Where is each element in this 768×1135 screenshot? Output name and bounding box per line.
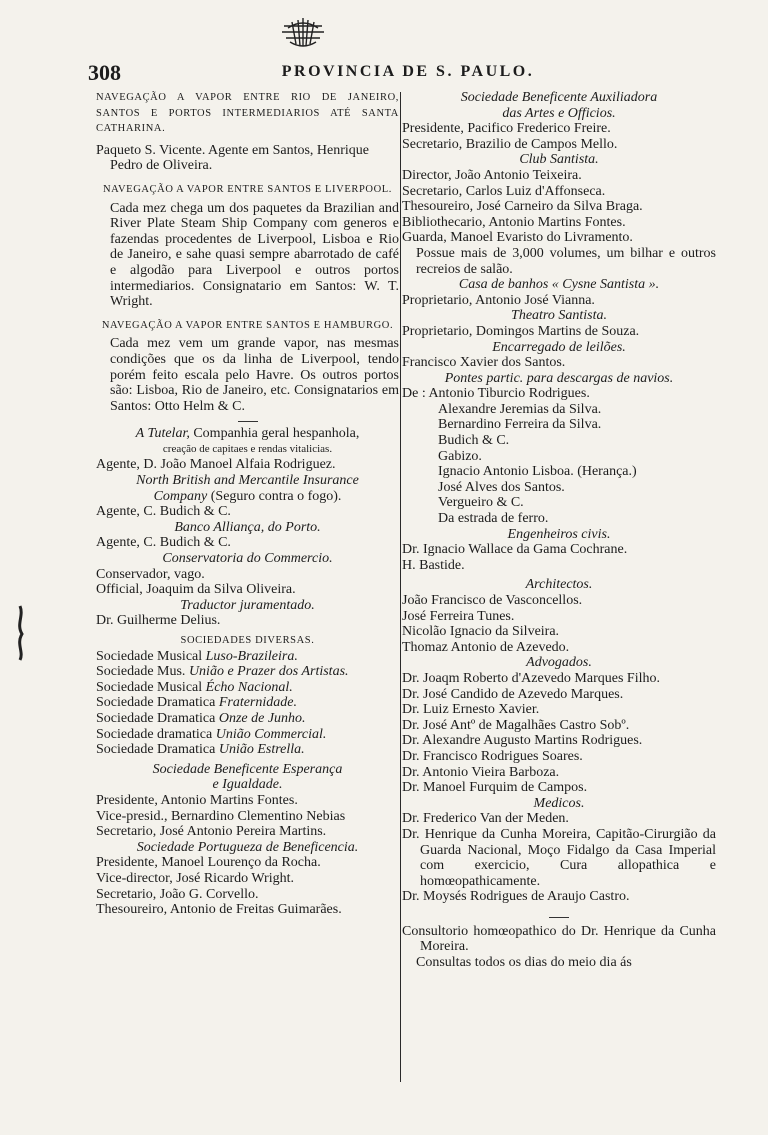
sociedades-heading: SOCIEDADES DIVERSAS. <box>180 635 315 646</box>
member-line: Presidente, Antonio Martins Fontes. <box>96 792 298 808</box>
medicos-heading: Medicos. <box>533 795 585 811</box>
list-item: Dr. Luiz Ernesto Xavier. <box>402 702 540 718</box>
member-line: Secretario, Brazilio de Campos Mello. <box>402 136 618 152</box>
tutelar-sub: creação de capitaes e rendas vitalicias. <box>162 442 333 455</box>
traductor-1: Dr. Guilherme Delius. <box>96 613 221 629</box>
portugueza-heading: Sociedade Portugueza de Beneficencia. <box>136 839 359 855</box>
ornament-icon <box>272 14 334 50</box>
club-heading: Club Santista. <box>519 152 599 168</box>
portugueza-members <box>96 855 399 917</box>
medicos-1: Dr. Frederico Van der Meden. <box>402 811 569 827</box>
member-line: Vice-director, José Ricardo Wright. <box>96 870 294 886</box>
page-number: 308 <box>88 60 121 85</box>
theatro-heading: Theatro Santista. <box>511 308 607 324</box>
advogados-list <box>402 671 716 796</box>
sociedade-item: Sociedade Dramatica Onze de Junho. <box>96 710 306 726</box>
page-title: PROVINCIA DE S. PAULO. <box>281 63 535 80</box>
banhos-owner: Proprietario, Antonio José Vianna. <box>402 292 595 308</box>
sociedades-list <box>96 649 399 758</box>
list-item: José Ferreira Tunes. <box>402 608 515 624</box>
sociedade-item: Sociedade Musical Écho Nacional. <box>96 679 293 695</box>
north-heading: North British and Mercantile Insurance <box>136 473 359 489</box>
pontes-list <box>402 402 716 527</box>
esperanca-heading-2: e Igualdade. <box>212 777 283 793</box>
list-item: Dr. José Candido de Azevedo Marques. <box>402 686 624 702</box>
north-company: Company (Seguro contra o fogo). <box>153 488 342 504</box>
section-rule <box>549 917 569 918</box>
pontes-first: De : Antonio Tiburcio Rodrigues. <box>402 386 590 402</box>
list-item: Alexandre Jeremias da Silva. <box>438 401 602 417</box>
advogados-heading: Advogados. <box>526 655 592 671</box>
nav3-text: Cada mez vem um grande vapor, nas mesmas condições que os da linha de Liverpool, tendo porém feito escala pelo Havre. Os outros portos são: Lisboa, Rio de Janeiro, etc. Consignatarios em Santos: Otto Helm & C. <box>110 336 399 414</box>
nav1-text: Paqueto S. Vicente. Agente em Santos, Henrique Pedro de Oliveira. <box>96 142 370 174</box>
member-line: Vice-presid., Bernardino Clementino Nebias <box>96 808 346 824</box>
list-item: Bernardino Ferreira da Silva. <box>438 417 602 433</box>
member-line: Thesoureiro, José Carneiro da Silva Braga. <box>402 199 643 215</box>
conservatoria-1: Conservador, vago. <box>96 566 205 582</box>
list-item: João Francisco de Vasconcellos. <box>402 593 583 608</box>
traductor-heading: Traductor juramentado. <box>180 597 315 613</box>
list-item: H. Bastide. <box>402 557 465 573</box>
list-item: Dr. Manoel Furquim de Campos. <box>402 780 588 796</box>
engenheiros-list <box>402 542 716 573</box>
nav3-heading: NAVEGAÇÃO A VAPOR ENTRE SANTOS E HAMBURGO. <box>101 319 394 331</box>
leiloes-name: Francisco Xavier dos Santos. <box>402 355 566 371</box>
club-members <box>402 168 716 246</box>
member-line: Presidente, Pacifico Frederico Freire. <box>402 121 611 137</box>
conservatoria-heading: Conservatoria do Commercio. <box>162 551 333 567</box>
medicos-3: Dr. Moysés Rodrigues de Araujo Castro. <box>402 889 630 905</box>
esperanca-members <box>96 793 399 840</box>
consultorio-2: Consultas todos os dias do meio dia ás <box>416 955 632 971</box>
column-divider <box>400 92 401 1082</box>
architectos-list <box>402 593 716 655</box>
list-item: Gabizo. <box>438 448 482 464</box>
auxiliadora-heading-1: Sociedade Beneficente Auxiliadora <box>460 90 658 105</box>
list-item: Dr. Antonio Vieira Barboza. <box>402 764 560 780</box>
member-line: Guarda, Manoel Evaristo do Livramento. <box>402 230 633 246</box>
list-item: Da estrada de ferro. <box>438 511 549 527</box>
sociedade-item: Sociedade Dramatica União Estrella. <box>96 742 305 758</box>
member-line: Presidente, Manoel Lourenço da Rocha. <box>96 855 321 871</box>
sociedade-item: Sociedade Mus. União e Prazer dos Artistas. <box>96 664 349 680</box>
sociedade-item: Sociedade Musical Luso-Brazileira. <box>96 648 298 664</box>
list-item: Vergueiro & C. <box>438 495 524 511</box>
member-line: Secretario, João G. Corvello. <box>96 886 259 902</box>
nav2-heading: NAVEGAÇÃO A VAPOR ENTRE SANTOS E LIVERPOOL. <box>102 183 392 195</box>
auxiliadora-members <box>402 121 716 152</box>
tutelar-heading: A Tutelar, Companhia geral hespanhola, <box>135 426 360 442</box>
list-item: Dr. José Antº de Magalhães Castro Sobº. <box>402 717 630 733</box>
list-item: Budich & C. <box>438 433 510 449</box>
banhos-heading: Casa de banhos « Cysne Santista ». <box>458 277 660 293</box>
member-line: Bibliothecario, Antonio Martins Fontes. <box>402 214 626 230</box>
banco-heading: Banco Alliança, do Porto. <box>174 519 321 535</box>
left-column <box>96 90 399 918</box>
page-header <box>88 60 728 84</box>
theatro-owner: Proprietario, Domingos Martins de Souza. <box>402 323 640 339</box>
medicos-2: Dr. Henrique da Cunha Moreira, Capitão-Cirurgião da Guarda Nacional, Moço Fidalgo da Casa Imperial com exercicio, Cura allopathica e homœopathicamente. <box>402 826 716 889</box>
leiloes-heading: Encarregado de leilões. <box>492 339 626 355</box>
list-item: Dr. Francisco Rodrigues Soares. <box>402 748 583 764</box>
member-line: Secretario, José Antonio Pereira Martins. <box>96 824 327 840</box>
margin-bracket-icon <box>10 604 30 662</box>
list-item: Nicolão Ignacio da Silveira. <box>402 624 560 640</box>
club-text: Possue mais de 3,000 volumes, um bilhar e outros recreios de salão. <box>416 245 716 277</box>
tutelar-agent: Agente, D. João Manoel Alfaia Rodriguez. <box>96 457 336 473</box>
list-item: José Alves dos Santos. <box>438 479 565 495</box>
member-line: Director, João Antonio Teixeira. <box>402 167 582 183</box>
list-item: Thomaz Antonio de Azevedo. <box>402 639 570 655</box>
nav2-text: Cada mez chega um dos paquetes da Brazilian and River Plate Steam Ship Company com generos e fazendas procedentes de Liverpool, Lisboa e Rio de Janeiro, e sahe quasi sempre abarrotado de café e algodão para Liverpool e outros portos intermediarios. Consignatario em Santos: W. T. Wright. <box>110 200 399 310</box>
nav1-heading: NAVEGAÇÃO A VAPOR ENTRE RIO DE JANEIRO, SANTOS E PORTOS INTERMEDIARIOS ATÉ SANTA CATHARINA. <box>96 92 399 135</box>
list-item: Dr. Ignacio Wallace da Gama Cochrane. <box>402 542 628 558</box>
architectos-heading: Architectos. <box>525 577 593 593</box>
esperanca-heading-1: Sociedade Beneficente Esperança <box>152 761 343 777</box>
list-item: Ignacio Antonio Lisboa. (Herança.) <box>438 464 637 480</box>
member-line: Secretario, Carlos Luiz d'Affonseca. <box>402 183 606 199</box>
banco-agent: Agente, C. Budich & C. <box>96 535 231 551</box>
engenheiros-heading: Engenheiros civis. <box>507 526 611 542</box>
auxiliadora-heading-2: das Artes e Officios. <box>502 105 616 121</box>
consultorio-1: Consultorio homœopathico do Dr. Henrique da Cunha Moreira. <box>402 923 716 955</box>
list-item: Dr. Joaqm Roberto d'Azevedo Marques Filho. <box>402 670 660 686</box>
conservatoria-2: Official, Joaquim da Silva Oliveira. <box>96 582 296 598</box>
pontes-heading: Pontes partic. para descargas de navios. <box>444 370 674 386</box>
sociedade-item: Sociedade Dramatica Fraternidade. <box>96 695 297 711</box>
member-line: Thesoureiro, Antonio de Freitas Guimarães. <box>96 902 342 918</box>
section-rule <box>238 421 258 422</box>
list-item: Dr. Alexandre Augusto Martins Rodrigues. <box>402 733 643 749</box>
right-column <box>402 90 716 971</box>
north-agent: Agente, C. Budich & C. <box>96 504 231 520</box>
sociedade-item: Sociedade dramatica União Commercial. <box>96 726 327 742</box>
